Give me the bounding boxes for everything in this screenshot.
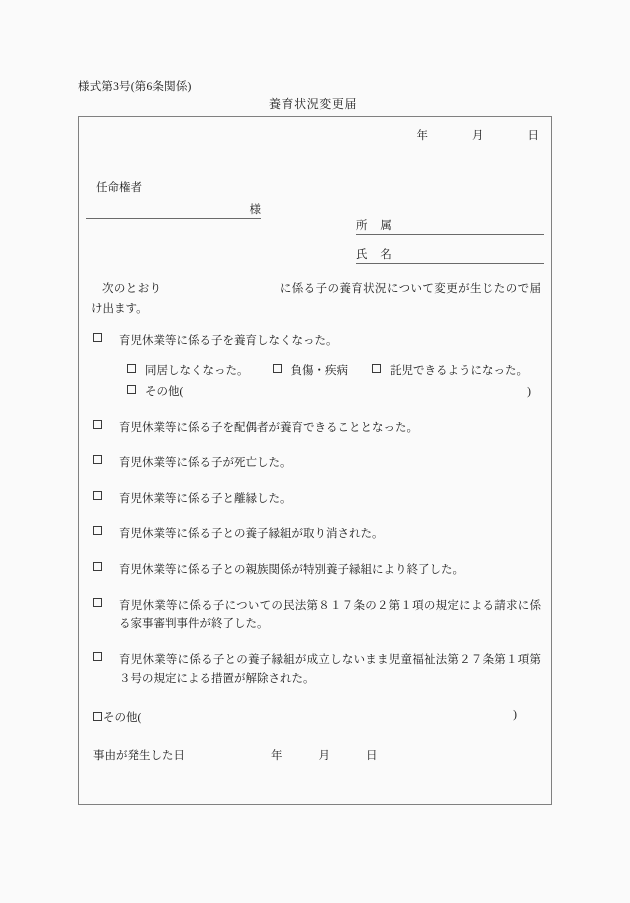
- checkbox-label: 育児休業等に係る子を配偶者が養育できることとなった。: [119, 421, 418, 434]
- addressee-name-field[interactable]: [86, 201, 261, 219]
- date-row-top: [417, 127, 540, 143]
- sub-option-label: 託児できるようになった。: [390, 364, 528, 377]
- date-day-label: 日: [527, 130, 539, 142]
- appointer-label: 任命権者: [96, 182, 142, 194]
- other-label: その他(: [103, 712, 142, 724]
- checkbox-label: 育児休業等に係る子が死亡した。: [119, 457, 292, 470]
- date-month-label: 月: [472, 130, 484, 142]
- checkbox-label: 育児休業等に係る子との養子縁組が成立しないまま児童福祉法第２７条第１項第３号の規定による措置が解除された。: [119, 653, 541, 685]
- checkbox-icon[interactable]: [93, 455, 102, 464]
- checkbox-icon[interactable]: [93, 652, 102, 661]
- checkbox-icon[interactable]: [93, 526, 102, 535]
- affiliation-value[interactable]: [401, 220, 544, 233]
- date-row-bottom: [93, 747, 378, 763]
- checkbox-icon[interactable]: [372, 364, 381, 373]
- sub-other-paren-close: ): [527, 385, 531, 398]
- date-year-label: 年: [416, 130, 428, 142]
- sub-option[interactable]: [273, 362, 349, 381]
- affiliation-row[interactable]: [356, 217, 544, 235]
- other-paren-close: ): [513, 709, 517, 721]
- checkbox-label: 育児休業等に係る子についての民法第８１７条の２第１項の規定による請求に係る家事審判事件が終了した。: [119, 599, 541, 631]
- checkbox-icon[interactable]: [127, 385, 136, 394]
- intro-paragraph: [91, 279, 541, 319]
- sub-option[interactable]: [127, 362, 249, 381]
- checkbox-icon[interactable]: [93, 491, 102, 500]
- sub-option[interactable]: [372, 362, 528, 381]
- checkbox-icon[interactable]: [93, 333, 102, 342]
- submitter-name-row[interactable]: [356, 246, 544, 264]
- sub-option-other[interactable]: [127, 383, 541, 402]
- sub-other-label: その他(: [145, 385, 184, 398]
- checkbox-icon[interactable]: [93, 420, 102, 429]
- submitter-block: [356, 217, 544, 275]
- checkbox-item[interactable]: [91, 651, 541, 688]
- checkbox-item[interactable]: [91, 597, 541, 634]
- checkbox-icon[interactable]: [127, 364, 136, 373]
- date-day-label: 日: [366, 750, 378, 762]
- checkbox-icon[interactable]: [93, 712, 102, 721]
- intro-lead: 次のとおり: [102, 283, 162, 295]
- sub-option-label: 負傷・疾病: [290, 364, 348, 377]
- checkbox-label: 育児休業等に係る子を養育しなくなった。: [119, 335, 338, 347]
- checkbox-item[interactable]: [91, 490, 541, 509]
- checkbox-icon[interactable]: [93, 598, 102, 607]
- checkbox-label: 育児休業等に係る子との親族関係が特別養子縁組により終了した。: [119, 564, 464, 577]
- sub-option-label: 同居しなくなった。: [145, 364, 249, 377]
- occurrence-date-label: 事由が発生した日: [93, 750, 185, 762]
- document-title: 養育状況変更届: [268, 97, 358, 111]
- checkbox-item[interactable]: [91, 454, 541, 473]
- checkbox-list: [91, 332, 541, 705]
- date-month-label: 月: [318, 750, 330, 762]
- form-border-box: [78, 116, 552, 805]
- checkbox-icon[interactable]: [93, 562, 102, 571]
- checkbox-item[interactable]: [91, 561, 541, 580]
- affiliation-label: 所 属: [356, 220, 397, 232]
- checkbox-label: 育児休業等に係る子との養子縁組が取り消された。: [119, 528, 384, 541]
- checkbox-item[interactable]: [91, 332, 541, 351]
- date-year-label: 年: [271, 750, 283, 762]
- checkbox-item[interactable]: [91, 419, 541, 438]
- checkbox-item[interactable]: [91, 525, 541, 544]
- checkbox-label: 育児休業等に係る子と離縁した。: [119, 492, 292, 505]
- other-reason-row[interactable]: [93, 709, 541, 725]
- submitter-name-label: 氏 名: [356, 249, 397, 261]
- form-code: 様式第3号(第6条関係): [78, 81, 192, 93]
- submitter-name-value[interactable]: [401, 249, 544, 262]
- sub-option-group: [91, 362, 541, 402]
- sub-option-row: [127, 362, 541, 381]
- intro-rest: に係る子の養育状況について変更が生じたので届け出ます。: [91, 283, 541, 316]
- addressee-honorific: 様: [249, 204, 261, 216]
- checkbox-icon[interactable]: [273, 364, 282, 373]
